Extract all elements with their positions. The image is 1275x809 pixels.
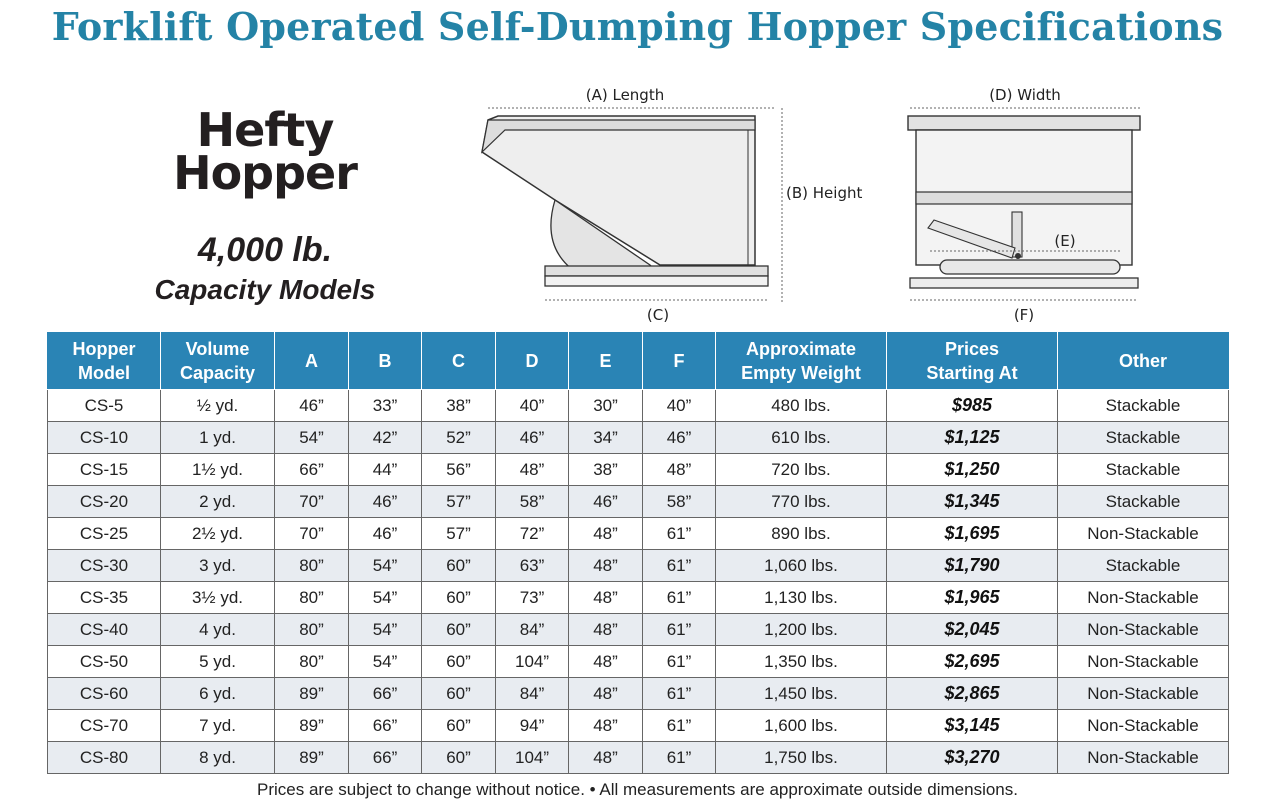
cell-empty-weight: 1,060 lbs.: [716, 550, 887, 582]
cell-c: 60”: [422, 710, 496, 742]
column-header-text: E: [599, 351, 612, 371]
dimension-label-f: (F): [1013, 306, 1035, 324]
cell-price: $2,695: [887, 646, 1058, 678]
cell-other: Non-Stackable: [1058, 646, 1229, 678]
page-title: Forklift Operated Self-Dumping Hopper Specifications: [51, 4, 1224, 49]
side-view-diagram: [470, 80, 870, 330]
column-header-text: Volume: [185, 339, 250, 359]
cell-e: 48”: [569, 582, 643, 614]
cell-e: 48”: [569, 646, 643, 678]
cell-d: 40”: [496, 390, 569, 422]
footnote: Prices are subject to change without notice. • All measurements are approximate outside dimensions.: [257, 780, 1018, 799]
cell-f: 46”: [643, 422, 716, 454]
cell-empty-weight: 1,350 lbs.: [716, 646, 887, 678]
cell-f: 40”: [643, 390, 716, 422]
column-header-c: [422, 333, 496, 390]
cell-price: $1,695: [887, 518, 1058, 550]
cell-empty-weight: 610 lbs.: [716, 422, 887, 454]
cell-volume-capacity: 3½ yd.: [161, 582, 275, 614]
column-header-d: [496, 333, 569, 390]
dimension-label-height: (B) Height: [786, 184, 863, 202]
cell-f: 61”: [643, 710, 716, 742]
cell-volume-capacity: 7 yd.: [161, 710, 275, 742]
brand-logo-line2: Hopper: [173, 146, 357, 200]
column-header-text: A: [305, 351, 318, 371]
cell-hopper-model: CS-5: [48, 390, 161, 422]
column-header-a: [275, 333, 349, 390]
cell-b: 44”: [349, 454, 422, 486]
cell-price: $1,345: [887, 486, 1058, 518]
cell-b: 66”: [349, 742, 422, 774]
cell-price: $1,250: [887, 454, 1058, 486]
table-row: [48, 614, 1229, 646]
cell-e: 48”: [569, 742, 643, 774]
cell-hopper-model: CS-70: [48, 710, 161, 742]
cell-hopper-model: CS-20: [48, 486, 161, 518]
cell-hopper-model: CS-60: [48, 678, 161, 710]
front-view-diagram: [900, 80, 1150, 330]
cell-f: 61”: [643, 518, 716, 550]
cell-b: 54”: [349, 550, 422, 582]
cell-other: Stackable: [1058, 422, 1229, 454]
cell-a: 80”: [275, 550, 349, 582]
cell-empty-weight: 770 lbs.: [716, 486, 887, 518]
cell-a: 89”: [275, 710, 349, 742]
cell-d: 84”: [496, 614, 569, 646]
cell-hopper-model: CS-25: [48, 518, 161, 550]
brand-logo-line1: Hefty: [196, 103, 334, 157]
cell-price: $2,045: [887, 614, 1058, 646]
capacity-weight: 4,000 lb.: [197, 231, 333, 269]
cell-other: Stackable: [1058, 454, 1229, 486]
cell-b: 33”: [349, 390, 422, 422]
cell-b: 54”: [349, 582, 422, 614]
table-row: [48, 486, 1229, 518]
cell-b: 46”: [349, 486, 422, 518]
dimension-label-e: (E): [1054, 232, 1076, 250]
cell-e: 30”: [569, 390, 643, 422]
cell-e: 48”: [569, 518, 643, 550]
table-row: [48, 646, 1229, 678]
cell-c: 38”: [422, 390, 496, 422]
column-header-text: Approximate: [745, 339, 857, 359]
table-row: [48, 454, 1229, 486]
cell-c: 60”: [422, 646, 496, 678]
cell-e: 46”: [569, 486, 643, 518]
cell-c: 60”: [422, 550, 496, 582]
dimension-label-length: (A) Length: [585, 86, 665, 104]
cell-empty-weight: 1,600 lbs.: [716, 710, 887, 742]
cell-a: 89”: [275, 742, 349, 774]
cell-hopper-model: CS-50: [48, 646, 161, 678]
column-header-text: Empty Weight: [741, 363, 861, 383]
cell-d: 48”: [496, 454, 569, 486]
cell-f: 61”: [643, 678, 716, 710]
cell-a: 46”: [275, 390, 349, 422]
column-header-f: [643, 333, 716, 390]
cell-f: 58”: [643, 486, 716, 518]
cell-hopper-model: CS-40: [48, 614, 161, 646]
column-header-text: Capacity: [179, 363, 256, 383]
column-header-other: [1058, 333, 1229, 390]
table-row: [48, 582, 1229, 614]
cell-empty-weight: 1,130 lbs.: [716, 582, 887, 614]
cell-empty-weight: 1,450 lbs.: [716, 678, 887, 710]
cell-hopper-model: CS-35: [48, 582, 161, 614]
cell-other: Stackable: [1058, 486, 1229, 518]
cell-b: 66”: [349, 710, 422, 742]
cell-e: 34”: [569, 422, 643, 454]
cell-other: Non-Stackable: [1058, 678, 1229, 710]
cell-hopper-model: CS-80: [48, 742, 161, 774]
table-row: [48, 390, 1229, 422]
dimension-label-c: (C): [646, 306, 670, 324]
column-header-b: [349, 333, 422, 390]
cell-other: Non-Stackable: [1058, 582, 1229, 614]
cell-b: 46”: [349, 518, 422, 550]
table-row: [48, 710, 1229, 742]
cell-d: 58”: [496, 486, 569, 518]
cell-d: 46”: [496, 422, 569, 454]
cell-a: 70”: [275, 518, 349, 550]
cell-c: 60”: [422, 582, 496, 614]
cell-f: 61”: [643, 582, 716, 614]
cell-other: Stackable: [1058, 390, 1229, 422]
cell-c: 57”: [422, 486, 496, 518]
cell-c: 52”: [422, 422, 496, 454]
table-row: [48, 518, 1229, 550]
cell-c: 57”: [422, 518, 496, 550]
cell-volume-capacity: 6 yd.: [161, 678, 275, 710]
cell-hopper-model: CS-30: [48, 550, 161, 582]
cell-d: 72”: [496, 518, 569, 550]
cell-a: 80”: [275, 614, 349, 646]
table-row: [48, 550, 1229, 582]
cell-volume-capacity: 2 yd.: [161, 486, 275, 518]
cell-other: Non-Stackable: [1058, 518, 1229, 550]
cell-b: 54”: [349, 614, 422, 646]
cell-other: Non-Stackable: [1058, 742, 1229, 774]
cell-other: Non-Stackable: [1058, 710, 1229, 742]
cell-empty-weight: 1,200 lbs.: [716, 614, 887, 646]
capacity-label: Capacity Models: [154, 274, 376, 305]
cell-b: 42”: [349, 422, 422, 454]
cell-empty-weight: 1,750 lbs.: [716, 742, 887, 774]
cell-d: 104”: [496, 742, 569, 774]
cell-e: 48”: [569, 710, 643, 742]
cell-price: $1,965: [887, 582, 1058, 614]
cell-b: 66”: [349, 678, 422, 710]
cell-e: 48”: [569, 614, 643, 646]
cell-f: 61”: [643, 742, 716, 774]
cell-empty-weight: 480 lbs.: [716, 390, 887, 422]
column-header-text: Other: [1118, 351, 1167, 371]
cell-volume-capacity: 2½ yd.: [161, 518, 275, 550]
cell-price: $1,125: [887, 422, 1058, 454]
cell-empty-weight: 720 lbs.: [716, 454, 887, 486]
cell-volume-capacity: 4 yd.: [161, 614, 275, 646]
column-header-text: B: [378, 351, 392, 371]
table-row: [48, 678, 1229, 710]
cell-volume-capacity: 1½ yd.: [161, 454, 275, 486]
cell-price: $1,790: [887, 550, 1058, 582]
cell-f: 61”: [643, 646, 716, 678]
specifications-table: [47, 332, 1229, 774]
cell-e: 38”: [569, 454, 643, 486]
cell-price: $2,865: [887, 678, 1058, 710]
column-header-price: [887, 333, 1058, 390]
cell-c: 56”: [422, 454, 496, 486]
cell-c: 60”: [422, 742, 496, 774]
cell-volume-capacity: 3 yd.: [161, 550, 275, 582]
cell-c: 60”: [422, 614, 496, 646]
cell-price: $985: [887, 390, 1058, 422]
column-header-text: D: [525, 351, 539, 371]
column-header-text: F: [673, 351, 685, 371]
cell-d: 104”: [496, 646, 569, 678]
cell-a: 80”: [275, 646, 349, 678]
table-row: [48, 422, 1229, 454]
cell-a: 89”: [275, 678, 349, 710]
cell-e: 48”: [569, 550, 643, 582]
cell-price: $3,270: [887, 742, 1058, 774]
table-header-row: [48, 333, 1229, 390]
cell-f: 61”: [643, 550, 716, 582]
cell-d: 63”: [496, 550, 569, 582]
cell-d: 84”: [496, 678, 569, 710]
cell-empty-weight: 890 lbs.: [716, 518, 887, 550]
cell-other: Stackable: [1058, 550, 1229, 582]
cell-f: 61”: [643, 614, 716, 646]
column-header-text: C: [452, 351, 465, 371]
column-header-hopper-model: [48, 333, 161, 390]
column-header-text: Hopper: [72, 339, 136, 359]
cell-b: 54”: [349, 646, 422, 678]
cell-volume-capacity: 1 yd.: [161, 422, 275, 454]
cell-volume-capacity: 5 yd.: [161, 646, 275, 678]
cell-other: Non-Stackable: [1058, 614, 1229, 646]
column-header-text: Prices: [944, 339, 1000, 359]
cell-a: 80”: [275, 582, 349, 614]
cell-hopper-model: CS-15: [48, 454, 161, 486]
cell-a: 66”: [275, 454, 349, 486]
cell-volume-capacity: 8 yd.: [161, 742, 275, 774]
cell-d: 73”: [496, 582, 569, 614]
cell-f: 48”: [643, 454, 716, 486]
dimension-label-width: (D) Width: [989, 86, 1061, 104]
cell-c: 60”: [422, 678, 496, 710]
cell-a: 54”: [275, 422, 349, 454]
cell-hopper-model: CS-10: [48, 422, 161, 454]
table-row: [48, 742, 1229, 774]
column-header-e: [569, 333, 643, 390]
cell-price: $3,145: [887, 710, 1058, 742]
column-header-text: Model: [78, 363, 130, 383]
column-header-empty-weight: [716, 333, 887, 390]
cell-a: 70”: [275, 486, 349, 518]
cell-volume-capacity: ½ yd.: [161, 390, 275, 422]
column-header-volume-capacity: [161, 333, 275, 390]
cell-d: 94”: [496, 710, 569, 742]
column-header-text: Starting At: [926, 363, 1018, 383]
cell-e: 48”: [569, 678, 643, 710]
